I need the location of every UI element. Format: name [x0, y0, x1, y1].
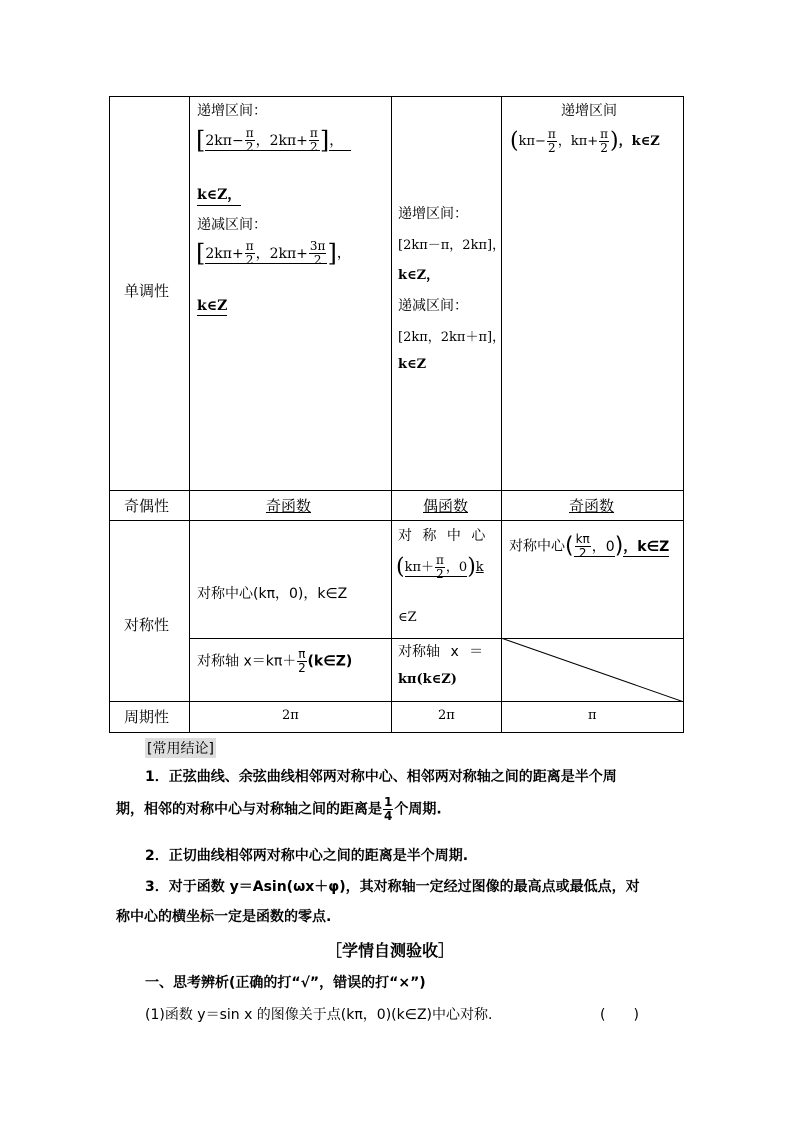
conclusion-1b: 期，相邻的对称中心与对称轴之间的距离是 $\frac{1}{4}$ 个周期.: [116, 795, 442, 823]
cos-inc-k: k∈Z，: [398, 268, 440, 283]
empty-cell-diagonal: [501, 638, 684, 702]
conclusion-1a: 1．正弦曲线、余弦曲线相邻两对称中心、相邻两对称轴之间的距离是半个周: [145, 769, 617, 785]
question-1: (1)函数 y＝sin x 的图像关于点(kπ，0)(k∈Z)中心对称.: [145, 1007, 493, 1023]
cos-period: 2π: [438, 708, 455, 723]
sin-inc-k: k∈Z，: [197, 184, 241, 206]
row-label-monotonic: 单调性: [124, 282, 170, 300]
part1-text: 一、思考辨析(正确的打“√”，错误的打“×”): [145, 975, 426, 991]
cos-dec-label: 递减区间：: [398, 298, 468, 314]
tan-parity: 奇函数: [569, 497, 615, 515]
conclusion-3b: 称中心的横坐标一定是函数的零点.: [116, 909, 332, 925]
sin-parity: 奇函数: [266, 497, 312, 515]
sin-dec-k: k∈Z: [197, 298, 228, 314]
cos-symmetry-axis-2: kπ(k∈Z): [398, 672, 457, 687]
row-label-symmetry: 对称性: [124, 616, 170, 634]
tan-symmetry-center: 对称中心( $\frac{k\pi}{2}$ ，0)，k∈Z: [509, 532, 670, 560]
tan-inc-label: 递增区间: [561, 103, 617, 119]
row-label-period: 周期性: [124, 708, 170, 726]
row-label-parity: 奇偶性: [124, 497, 170, 515]
cos-inc-label: 递增区间：: [398, 206, 468, 222]
conclusion-2: 2．正切曲线相邻两对称中心之间的距离是半个周期.: [145, 848, 469, 864]
cos-parity: 偶函数: [423, 497, 469, 515]
tan-period: π: [588, 708, 597, 723]
cos-symmetry-center-expr: (kπ＋ $\frac{\pi}{2}$ ，0)k: [396, 553, 484, 581]
cos-symmetry-k: ∈Z: [398, 610, 417, 625]
sin-period: 2π: [282, 708, 299, 723]
cos-symmetry-axis-1: 对称轴 x ＝: [398, 644, 484, 660]
cos-inc-interval: [2kπ－π，2kπ]，: [398, 238, 506, 253]
sin-inc-label: 递增区间：: [197, 103, 267, 119]
part1-heading: [145, 972, 426, 992]
section-title: ［学情自测验收］: [326, 941, 455, 960]
conclusion-3a: 3．对于函数 y＝Asin(ωx＋φ)，其对称轴一定经过图像的最高点或最低点，对: [145, 879, 640, 895]
sin-symmetry-axis: 对称轴 x＝kπ＋ $\frac{\pi}{2}$ (k∈Z): [197, 647, 353, 675]
sin-dec-label: 递减区间：: [197, 217, 267, 233]
conclusions-heading: [常用结论]: [145, 738, 216, 758]
cos-symmetry-center-label: 对 称 中 心: [398, 528, 489, 544]
sin-dec-interval: [2kπ+ $\frac{\pi}{2}$ ，2kπ+ $\frac{3\pi}{2}$ ]，: [196, 239, 351, 268]
cos-dec-k: k∈Z: [398, 357, 427, 372]
sin-symmetry-center: 对称中心(kπ，0)，k∈Z: [197, 586, 348, 602]
sin-inc-interval: [2kπ− $\frac{\pi}{2}$ ，2kπ+ $\frac{\pi}{2}$ ]，: [196, 127, 351, 154]
question-1-blank[interactable]: ( ): [600, 1007, 639, 1023]
tan-inc-interval: (kπ− $\frac{\pi}{2}$ ，kπ+ $\frac{\pi}{2}$ )，k∈Z: [510, 127, 660, 155]
cos-dec-interval: [2kπ，2kπ＋π]，: [398, 330, 506, 345]
